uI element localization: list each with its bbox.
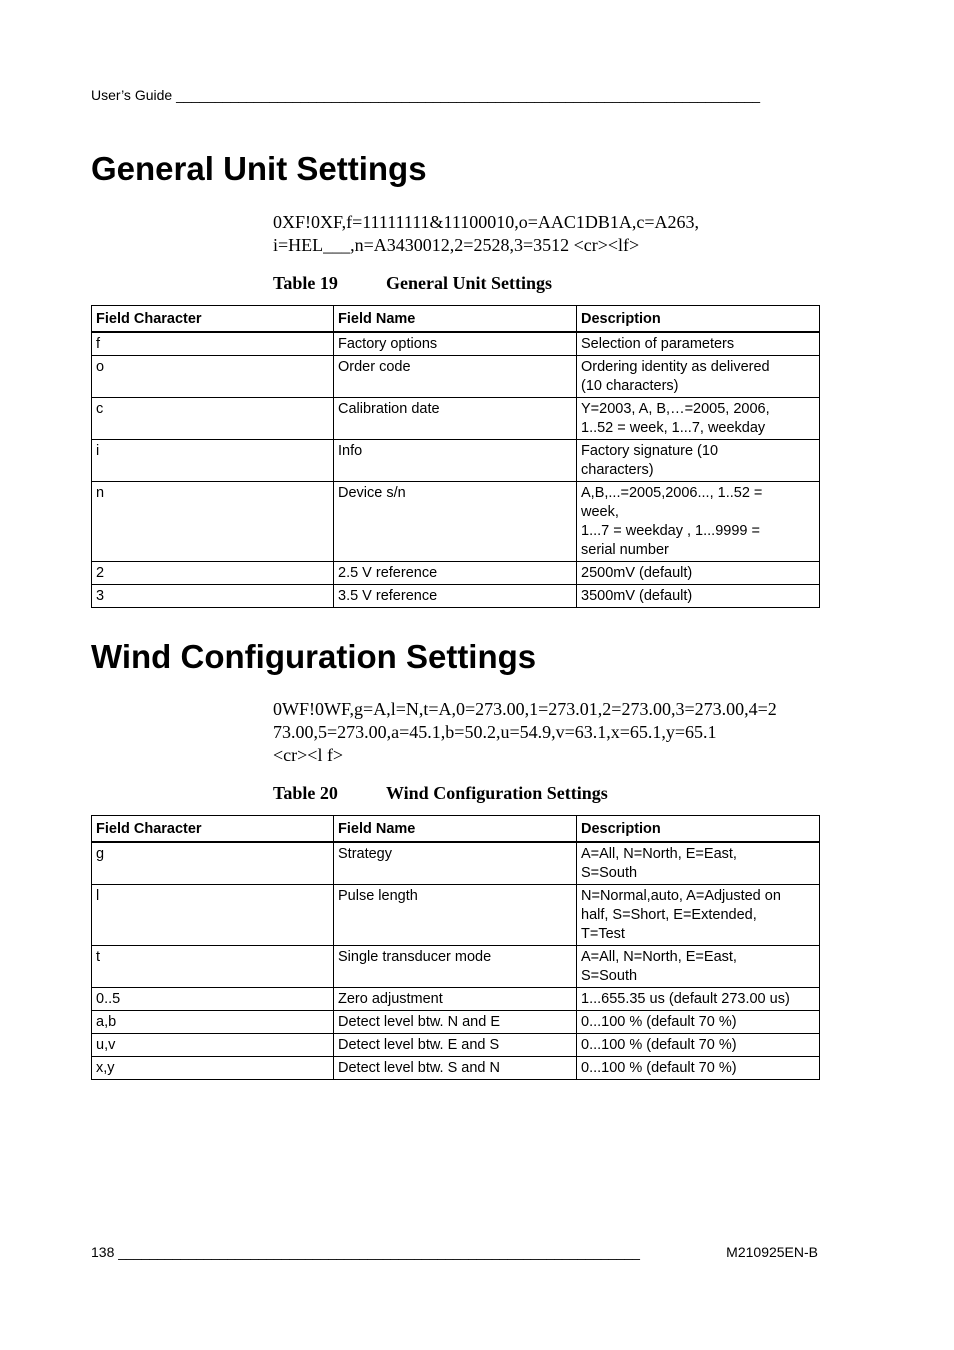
description-cell: N=Normal,auto, A=Adjusted on half, S=Short, E=Extended, T=Test <box>577 885 820 946</box>
column-header: Field Character <box>92 306 334 333</box>
table-row <box>92 440 820 482</box>
field-character-cell: t <box>92 946 334 988</box>
table-row <box>92 885 820 946</box>
section-title-wind-configuration-settings: Wind Configuration Settings <box>91 638 537 675</box>
command-line: 0WF!0WF,g=A,l=N,t=A,0=273.00,1=273.01,2=273.00,3=273.00,4=2 <box>273 699 777 719</box>
field-name-cell: Zero adjustment <box>334 988 577 1011</box>
field-character-cell: 0..5 <box>92 988 334 1011</box>
table-number: Table 19 <box>273 273 338 293</box>
general-unit-settings-table <box>91 305 820 608</box>
description-cell: Selection of parameters <box>577 332 820 356</box>
field-name-cell: Calibration date <box>334 398 577 440</box>
field-name-cell: Single transducer mode <box>334 946 577 988</box>
wind-configuration-settings-table <box>91 815 820 1080</box>
table-row <box>92 585 820 608</box>
field-character-cell: 3 <box>92 585 334 608</box>
column-header: Field Name <box>334 816 577 843</box>
command-example-general <box>273 211 818 257</box>
description-cell: 0...100 % (default 70 %) <box>577 1057 820 1080</box>
field-name-cell: Device s/n <box>334 482 577 562</box>
description-cell: 1...655.35 us (default 273.00 us) <box>577 988 820 1011</box>
table-title: Wind Configuration Settings <box>386 783 608 803</box>
page-number: 138 <box>91 1244 115 1260</box>
command-line: 0XF!0XF,f=11111111&11100010,o=AAC1DB1A,c=A263, <box>273 212 700 232</box>
table-header-row <box>92 306 820 333</box>
table-row <box>92 562 820 585</box>
field-name-cell: Pulse length <box>334 885 577 946</box>
field-character-cell: o <box>92 356 334 398</box>
section-title-general-unit-settings: General Unit Settings <box>91 150 427 187</box>
column-header: Description <box>577 306 820 333</box>
running-footer <box>91 1244 818 1260</box>
table-title: General Unit Settings <box>386 273 552 293</box>
table-row <box>92 332 820 356</box>
table-number: Table 20 <box>273 783 338 803</box>
table-row <box>92 946 820 988</box>
description-cell: 0...100 % (default 70 %) <box>577 1034 820 1057</box>
field-character-cell: n <box>92 482 334 562</box>
table-row <box>92 482 820 562</box>
running-header: User’s Guide ___________________________________________________________________________ <box>91 87 761 103</box>
table-row <box>92 1057 820 1080</box>
command-example-wind <box>273 698 818 767</box>
description-cell: 0...100 % (default 70 %) <box>577 1011 820 1034</box>
field-name-cell: Factory options <box>334 332 577 356</box>
field-character-cell: i <box>92 440 334 482</box>
description-cell: A=All, N=North, E=East, S=South <box>577 842 820 885</box>
description-cell: Y=2003, A, B,…=2005, 2006, 1..52 = week, 1...7, weekday <box>577 398 820 440</box>
document-code: M210925EN-B <box>726 1244 818 1260</box>
field-character-cell: u,v <box>92 1034 334 1057</box>
field-name-cell: Order code <box>334 356 577 398</box>
table-row <box>92 1034 820 1057</box>
description-cell: A,B,...=2005,2006..., 1..52 = week, 1...7 = weekday , 1...9999 = serial number <box>577 482 820 562</box>
command-line: i=HEL___,n=A3430012,2=2528,3=3512 <cr><lf> <box>273 235 640 255</box>
field-character-cell: 2 <box>92 562 334 585</box>
field-character-cell: l <box>92 885 334 946</box>
table-row <box>92 988 820 1011</box>
description-cell: A=All, N=North, E=East, S=South <box>577 946 820 988</box>
field-name-cell: Detect level btw. S and N <box>334 1057 577 1080</box>
column-header: Description <box>577 816 820 843</box>
footer-rule: ___________________________________________________________________ <box>118 1244 640 1260</box>
description-cell: 3500mV (default) <box>577 585 820 608</box>
table-header-row <box>92 816 820 843</box>
field-character-cell: c <box>92 398 334 440</box>
field-name-cell: Detect level btw. E and S <box>334 1034 577 1057</box>
field-character-cell: f <box>92 332 334 356</box>
command-line: 73.00,5=273.00,a=45.1,b=50.2,u=54.9,v=63.1,x=65.1,y=65.1 <box>273 722 717 742</box>
column-header: Field Name <box>334 306 577 333</box>
field-name-cell: Info <box>334 440 577 482</box>
field-character-cell: g <box>92 842 334 885</box>
field-name-cell: 2.5 V reference <box>334 562 577 585</box>
column-header: Field Character <box>92 816 334 843</box>
table-row <box>92 398 820 440</box>
table-caption-19 <box>273 273 552 294</box>
field-name-cell: 3.5 V reference <box>334 585 577 608</box>
field-character-cell: x,y <box>92 1057 334 1080</box>
description-cell: Ordering identity as delivered (10 characters) <box>577 356 820 398</box>
command-line: <cr><l f> <box>273 745 344 765</box>
field-character-cell: a,b <box>92 1011 334 1034</box>
table-row <box>92 842 820 885</box>
description-cell: Factory signature (10 characters) <box>577 440 820 482</box>
table-caption-20 <box>273 783 608 804</box>
field-name-cell: Detect level btw. N and E <box>334 1011 577 1034</box>
table-row <box>92 1011 820 1034</box>
table-row <box>92 356 820 398</box>
description-cell: 2500mV (default) <box>577 562 820 585</box>
field-name-cell: Strategy <box>334 842 577 885</box>
